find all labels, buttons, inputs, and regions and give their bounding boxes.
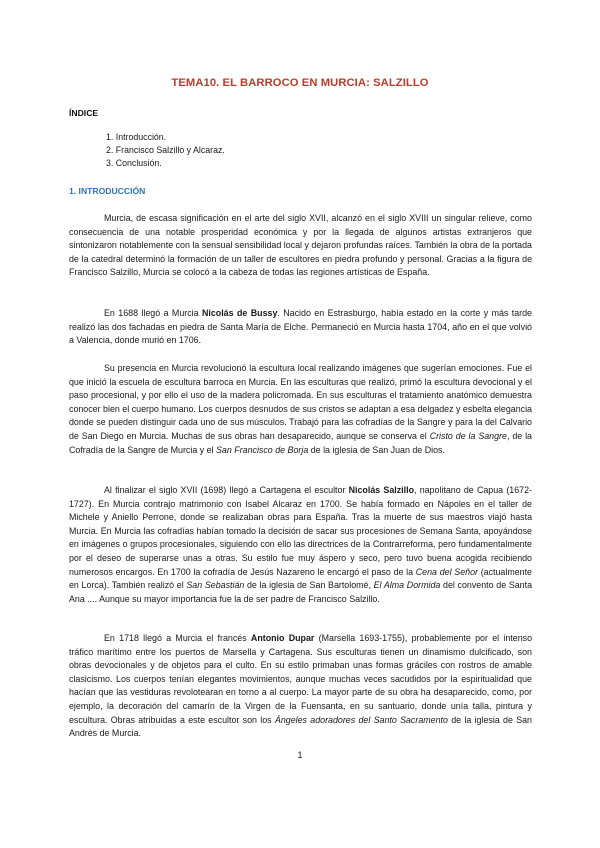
table-of-contents [106, 131, 225, 170]
text-run: de la iglesia de San Juan de Dios. [308, 444, 445, 455]
paragraph-1: Murcia, de escasa significación en el arte del siglo XVII, alcanzó en el siglo XVIII un singular relieve, como consecuencia de una notable prosperidad económica y por la llegada de algunos artistas extranjeros que sintonizaron notablemente con la sensual sensibilidad local y dejaron profundas raíces. También la obra de la portada de la catedral determinó la formación de un taller de escultores en piedra profundo y personal. Gracias a la figura de Francisco Salzillo, Murcia se colocó a la cabeza de todas las regiones artísticas de España. [69, 213, 532, 278]
toc-item: 2. Francisco Salzillo y Alcaraz. [106, 145, 225, 155]
document-title: TEMA10. EL BARROCO EN MURCIA: SALZILLO [171, 77, 429, 89]
index-heading: ÍNDICE [69, 108, 99, 118]
text-run: Al finalizar el siglo XVII (1698) llegó a Cartagena el escultor [104, 485, 349, 495]
page-number: 1 [297, 750, 303, 760]
text-run: , napolitano de Capua (1672- 1727). En Murcia contrajo matrimonio con Isabel Alcaraz en 1700. Se había formado en Nápoles en el taller de Michele y Aniello Perrone, donde se realizaban obras para España. Tras la muerte de sus maestros viajó hasta Murcia. En Murcia las cofradías habían tomado la decisión de sacar sus procesiones de Semana Santa, apoyándose en imágenes o grupos procesionales, siguiendo con ello las directrices de la Contrarreforma, pero fundamentalmente por el deseo de superarse unas a otras. Su estilo fue muy áspero y seco, pero tuvo buena acogida recibiendo numerosos encargos. En 1700 la cofradía de Jesús Nazareno le encargó el paso de la [69, 485, 532, 577]
work-title: Ángeles adoradores del Santo Sacramento [274, 714, 448, 725]
paragraph-2 [69, 307, 532, 348]
work-title: Cena del Señor [415, 566, 478, 577]
text-run: En 1688 llegó a Murcia [104, 308, 202, 318]
text-run: , de la Cofradía de la Sangre de Murcia y el [69, 430, 532, 455]
work-title: Cristo de la Sangre [429, 430, 507, 441]
person-name: Nicolás de Bussy [201, 308, 278, 318]
text-run: (Marsella 1693-1755), probablemente por el intenso tráfico marítimo entre los puertos de Marsella y Cartagena. Sus esculturas tienen un dinamismo dulcificado, son obras devocionales y de objetos para el culto. En su estilo primaban unas formas gráciles con rostros de amable clasicismo. Los cuerpos tenían elegantes movimientos, aunque muchas veces sacudidos por la espiritualidad que hacían que las vestiduras revolotearan en torno a al cuerpo. La mayor parte de su obra ha desaparecido, como, por ejemplo, la decoración del camarín de la Virgen de la Fuensanta, en su santuario, donde unía talla, pintura y escultura. Obras atribuidas a este escultor son los [69, 633, 533, 725]
paragraph-3 [69, 362, 532, 457]
paragraph-4 [69, 484, 532, 606]
text-run: de la iglesia de San Bartolomé, [244, 580, 374, 591]
work-title: El Alma Dormida [373, 580, 441, 591]
text-run: del convento de Santa Ana .... Aunque su mayor importancia fue la de ser padre de Francisco Salzillo. [69, 580, 533, 604]
toc-item: 3. Conclusión. [106, 158, 162, 168]
work-title: San Francisco de Borja [216, 444, 309, 455]
section-heading-introduccion: 1. INTRODUCCIÓN [69, 186, 146, 196]
text-run: Su presencia en Murcia revolucionó la escultura local realizando imágenes que sugerían emociones. Fue el que inició la escuela de escultura barroca en Murcia. En las esculturas que realizó, primó la escultura devocional y el paso procesional, y por ello el uso de la madera policromada. En sus esculturas el tratamiento anatómico demuestra conocer bien el cuerpo humano. Los cuerpos desnudos de sus cristos se adaptan a esa delgadez y esbelta elegancia donde se pueden distinguir cada uno de sus músculos. Trabajó para las cofradías de la Sangre y para la del Calvario de San Diego en Murcia. Muchas de sus obras han desaparecido, aunque se conserva el [69, 363, 532, 441]
toc-item: 1. Introducción. [106, 132, 167, 142]
work-title: San Sebastián [186, 580, 245, 591]
text-run: . Nacido en Estrasburgo, había estado en la corte y más tarde realizó las dos fachadas en piedra de Santa María de Elche. Permaneció en Murcia hasta 1704, año en el que volvió a Valencia, donde murió en 1706. [69, 308, 532, 346]
text-run: En 1718 llegó a Murcia el francés [104, 633, 251, 643]
person-name: Nicolás Salzillo [348, 485, 414, 495]
text-run: de la iglesia de San Andrés de Murcia. [69, 714, 532, 739]
person-name: Antonio Dupar [250, 633, 315, 643]
text-run: (actualmente en Lorca). También realizó el [69, 566, 532, 591]
paragraph-5 [69, 632, 532, 741]
